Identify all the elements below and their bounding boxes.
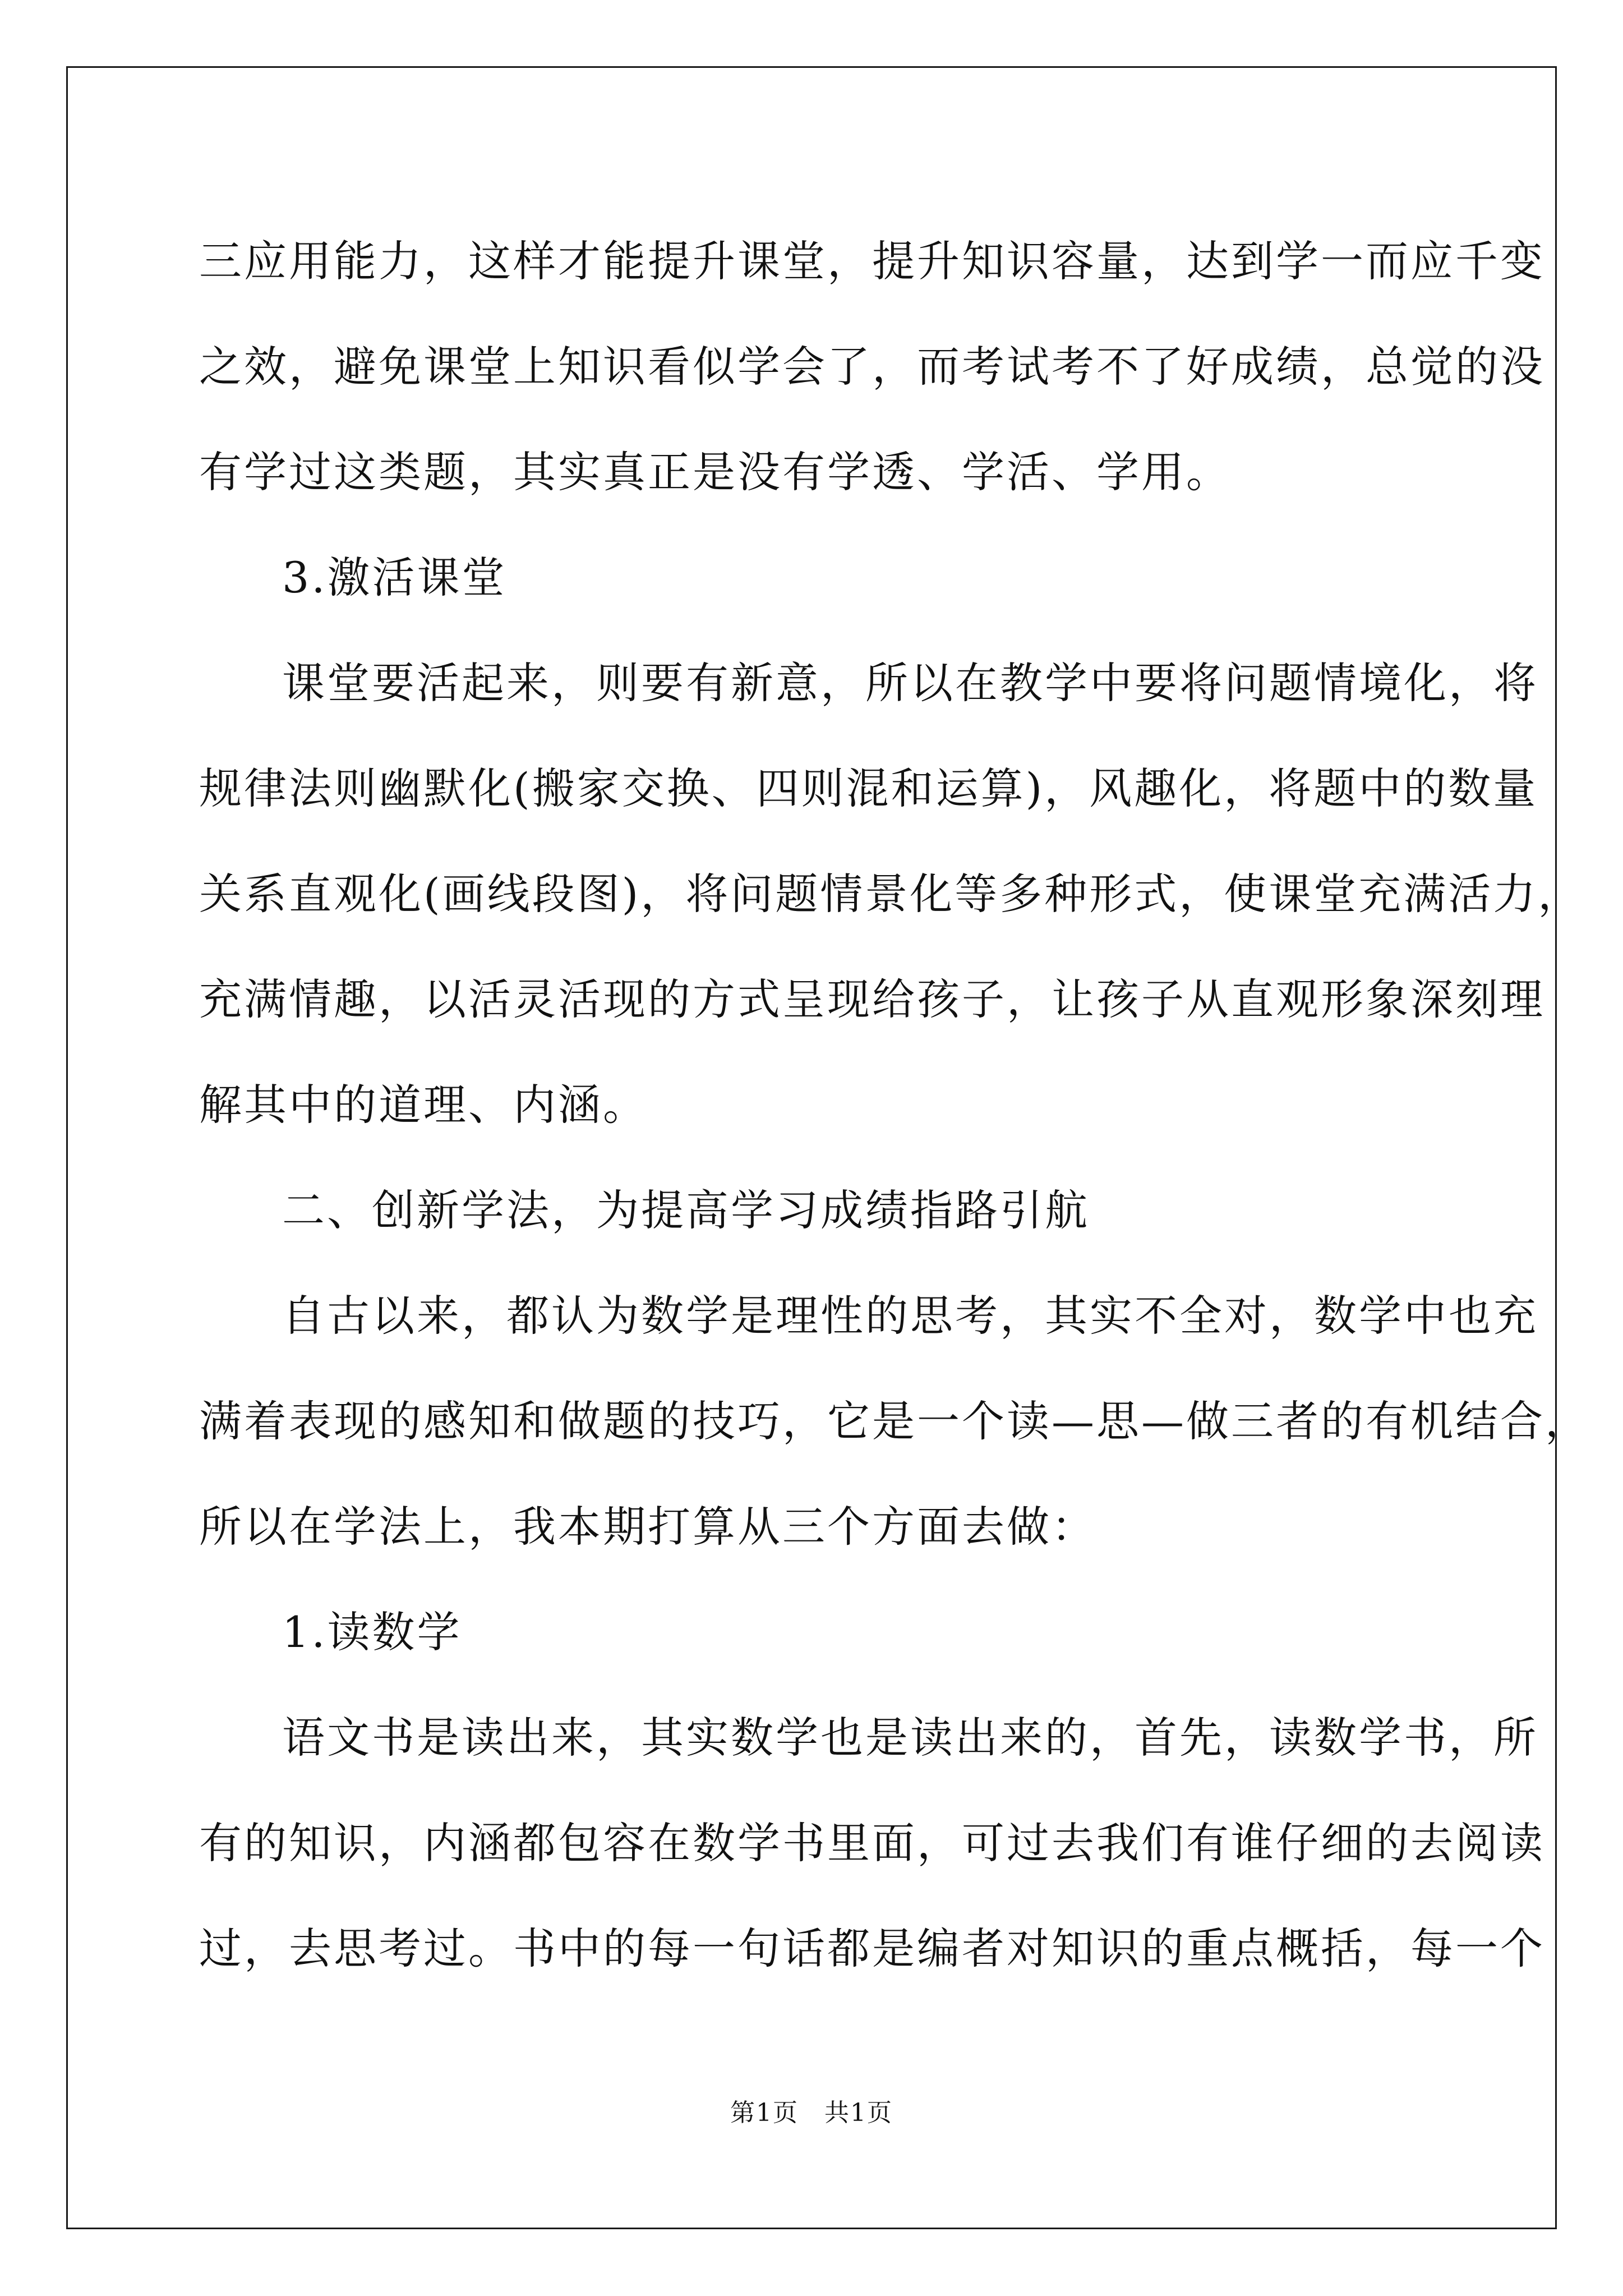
section-heading: 1.读数学 (282, 1607, 462, 1657)
text-line: 满着表现的感知和做题的技巧，它是一个读—思—做三者的有机结合， (199, 1396, 1590, 1446)
text-line: 所以在学法上，我本期打算从三个方面去做： (199, 1502, 1096, 1552)
text-line: 解其中的道理、内涵。 (199, 1080, 648, 1130)
text-line: 有学过这类题，其实真正是没有学透、学活、学用。 (199, 447, 1231, 497)
page-number: 第1页 (730, 2099, 799, 2127)
page-footer (0, 2096, 1623, 2130)
page-total: 共1页 (824, 2099, 893, 2127)
text-line: 课堂要活起来，则要有新意，所以在教学中要将问题情境化，将 (282, 658, 1538, 708)
text-line: 关系直观化(画线段图)，将问题情景化等多种形式，使课堂充满活力， (199, 869, 1583, 919)
document-body (199, 209, 1590, 2001)
section-heading: 二、创新学法，为提高学习成绩指路引航 (282, 1185, 1090, 1235)
section-heading: 3.激活课堂 (282, 553, 507, 602)
text-line: 自古以来，都认为数学是理性的思考，其实不全对，数学中也充 (282, 1291, 1538, 1341)
text-line: 规律法则幽默化(搬家交换、四则混和运算)，风趣化，将题中的数量 (199, 763, 1538, 813)
text-line: 有的知识，内涵都包容在数学书里面，可过去我们有谁仔细的去阅读 (199, 1818, 1545, 1868)
text-line: 充满情趣，以活灵活现的方式呈现给孩子，让孩子从直观形象深刻理 (199, 974, 1545, 1024)
text-line: 三应用能力，这样才能提升课堂，提升知识容量，达到学一而应千变 (199, 236, 1545, 286)
text-line: 过，去思考过。书中的每一句话都是编者对知识的重点概括，每一个 (199, 1924, 1545, 1973)
text-line: 之效，避免课堂上知识看似学会了，而考试考不了好成绩，总觉的没 (199, 342, 1545, 392)
text-line: 语文书是读出来，其实数学也是读出来的，首先，读数学书，所 (282, 1713, 1538, 1763)
